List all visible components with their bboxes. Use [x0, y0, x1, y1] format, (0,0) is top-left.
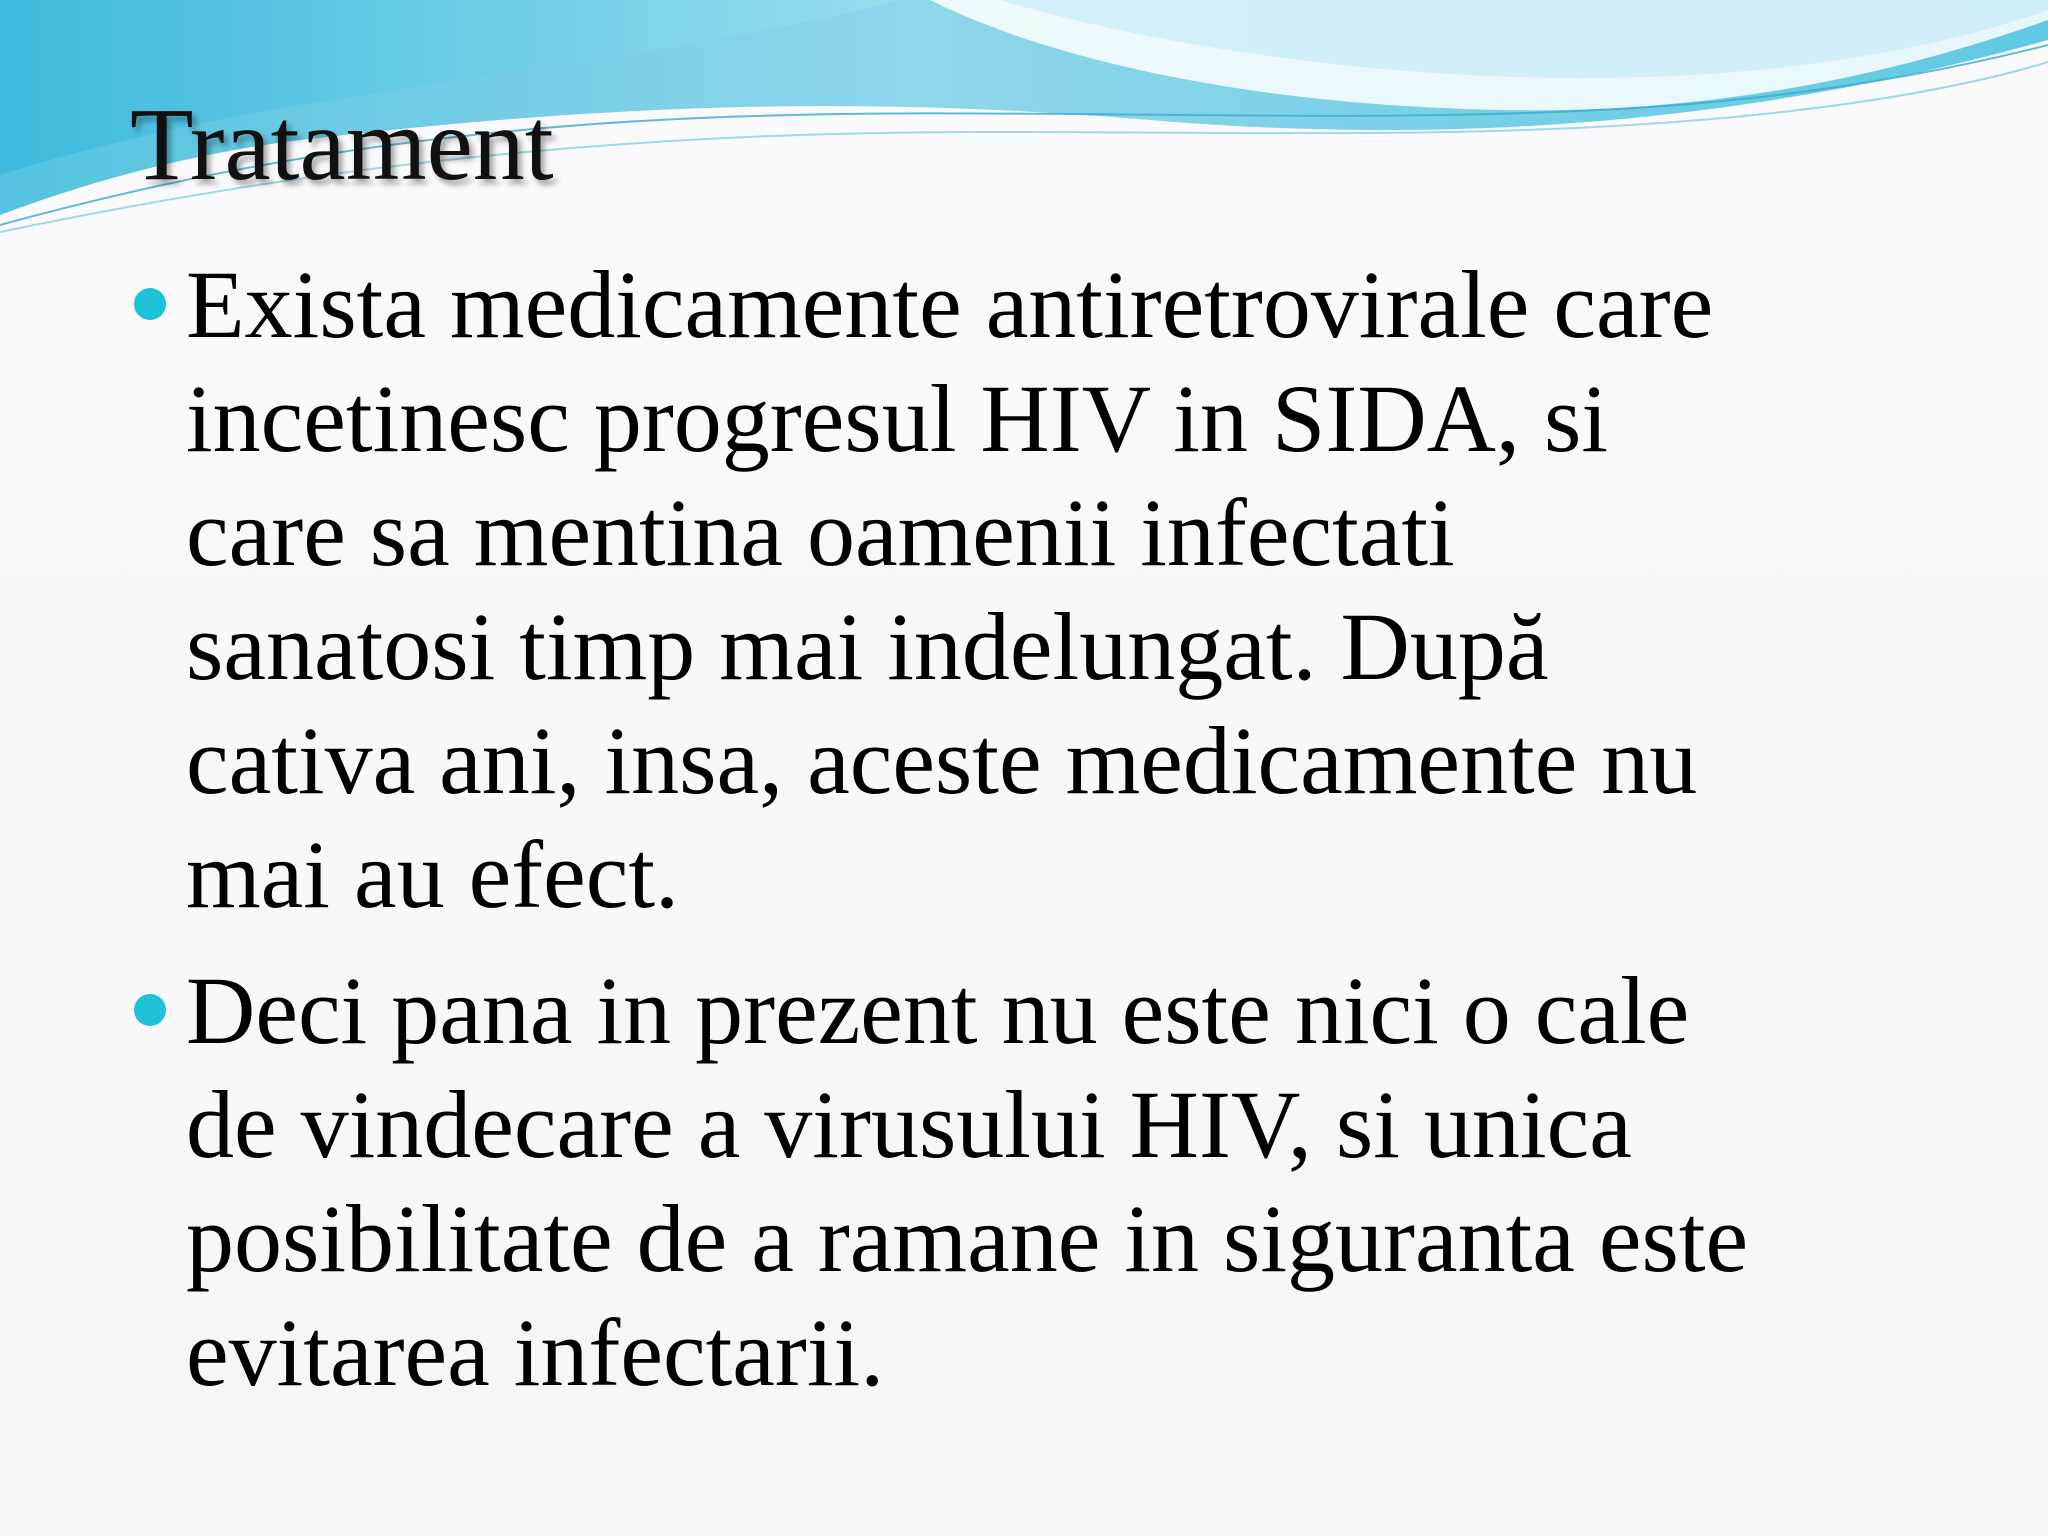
bullet-dot-icon	[134, 994, 166, 1026]
bullet-dot-icon	[134, 288, 166, 320]
bullet-line: incetinesc progresul HIV in SIDA, si	[186, 365, 1608, 472]
bullet-line: evitarea infectarii.	[186, 1299, 885, 1406]
bullet-line: de vindecare a virusului HIV, si unica	[186, 1071, 1632, 1178]
bullet-line: mai au efect.	[186, 821, 680, 928]
bullet-item	[130, 248, 1970, 932]
bullet-list	[130, 248, 1970, 1432]
bullet-line: sanatosi timp mai indelungat. După	[186, 593, 1549, 700]
bullet-item	[130, 954, 1970, 1410]
bullet-line: care sa mentina oamenii infectati	[186, 479, 1455, 586]
bullet-line: posibilitate de a ramane in siguranta este	[186, 1185, 1749, 1292]
bullet-line: Deci pana in prezent nu este nici o cale	[186, 957, 1690, 1064]
bullet-line: cativa ani, insa, aceste medicamente nu	[186, 707, 1698, 814]
slide-title: Tratament	[130, 87, 554, 202]
bullet-line: Exista medicamente antiretrovirale care	[186, 251, 1714, 358]
